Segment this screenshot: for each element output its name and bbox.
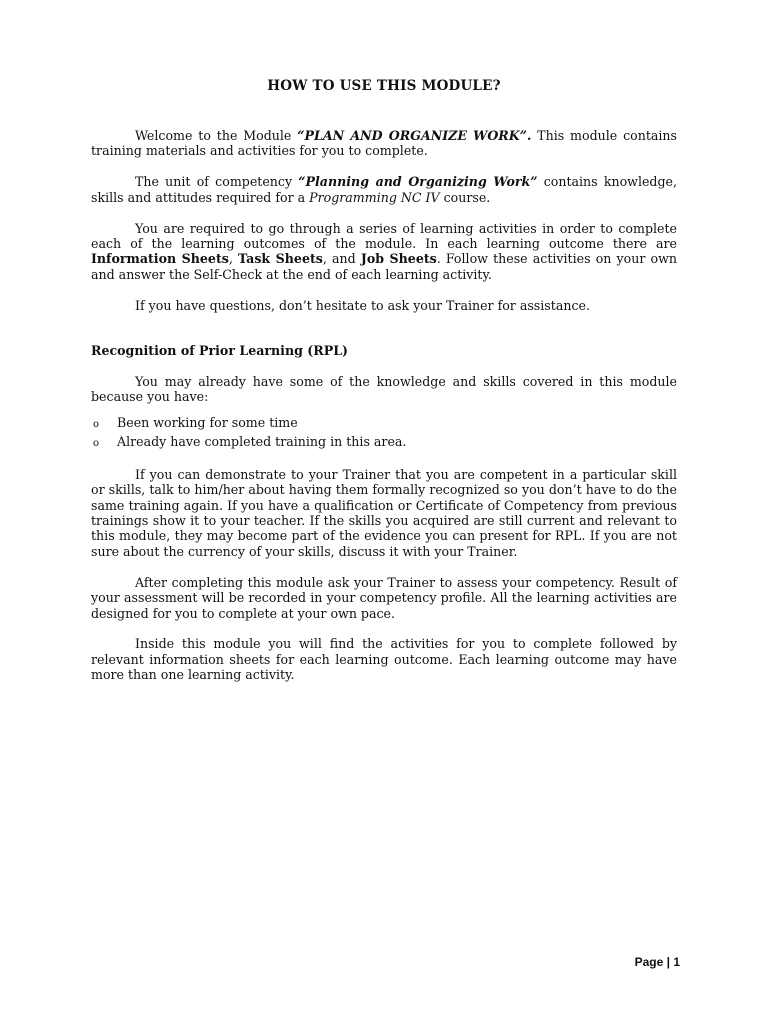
- unit-of-competency-name: “Planning and Organizing Work”: [298, 174, 538, 190]
- page-title: HOW TO USE THIS MODULE?: [267, 78, 501, 94]
- inside-module-paragraph: Inside this module you will find the activities for you to complete followed by relevant information sheets for each learning outcome. Each learning outcome may have more than one learning activity.: [91, 636, 677, 683]
- bullet-text: Already have completed training in this area.: [117, 433, 407, 449]
- module-name: “PLAN AND ORGANIZE WORK”.: [297, 128, 532, 143]
- document-body: [91, 128, 677, 698]
- welcome-text-end: This module contains training materials and activities for you to complete.: [91, 128, 677, 159]
- welcome-text: Welcome to the Module: [135, 128, 298, 143]
- competency-text-mid: contains knowledge, skills and attitudes required for a: [91, 174, 678, 205]
- bullet-text: Been working for some time: [117, 414, 298, 430]
- activities-text-end: . Follow these activities on your own and answer the Self-Check at the end of each learning activity.: [91, 251, 677, 282]
- course-name: Programming NC IV: [309, 189, 440, 205]
- rpl-intro-paragraph: You may already have some of the knowledge and skills covered in this module because you have:: [91, 374, 677, 405]
- rpl-heading: Recognition of Prior Learning (RPL): [91, 343, 349, 359]
- activities-paragraph: [91, 221, 677, 283]
- bullet-icon: o: [93, 418, 100, 430]
- job-sheets-term: Job Sheets: [360, 251, 437, 267]
- rpl-bullet-list: [91, 415, 677, 451]
- competency-paragraph: [91, 174, 677, 205]
- list-item: [91, 415, 677, 432]
- demonstrate-paragraph: If you can demonstrate to your Trainer that you are competent in a particular skill or skills, talk to him/her about having them formally recognized so you don’t have to do the same training again. If you have a qualification or Certificate of Competency from previous trainings show it to your teacher. If the skills you acquired are still current and relevant to this module, they may become part of the evidence you can present for RPL. If you are not sure about the currency of your skills, discuss it with your Trainer.: [91, 466, 677, 559]
- separator-text: , and: [322, 251, 361, 267]
- assessment-paragraph: After completing this module ask your Trainer to assess your competency. Result of your assessment will be recorded in your competency profile. All the learning activities are designed for you to complete at your own pace.: [91, 574, 677, 621]
- competency-text-end: course.: [439, 189, 491, 205]
- page-number: Page | 1: [634, 955, 680, 969]
- bullet-icon: o: [93, 437, 100, 449]
- information-sheets-term: Information Sheets: [91, 251, 229, 267]
- list-item: [91, 434, 677, 451]
- separator-text: ,: [228, 251, 239, 267]
- task-sheets-term: Task Sheets: [238, 251, 323, 267]
- welcome-paragraph: [91, 128, 677, 159]
- activities-text: You are required to go through a series of learning activities in order to complete each of the learning outcomes of the module. In each learning outcome there are: [91, 220, 677, 252]
- questions-paragraph: If you have questions, don’t hesitate to ask your Trainer for assistance.: [135, 297, 590, 313]
- competency-text: The unit of competency: [135, 174, 299, 190]
